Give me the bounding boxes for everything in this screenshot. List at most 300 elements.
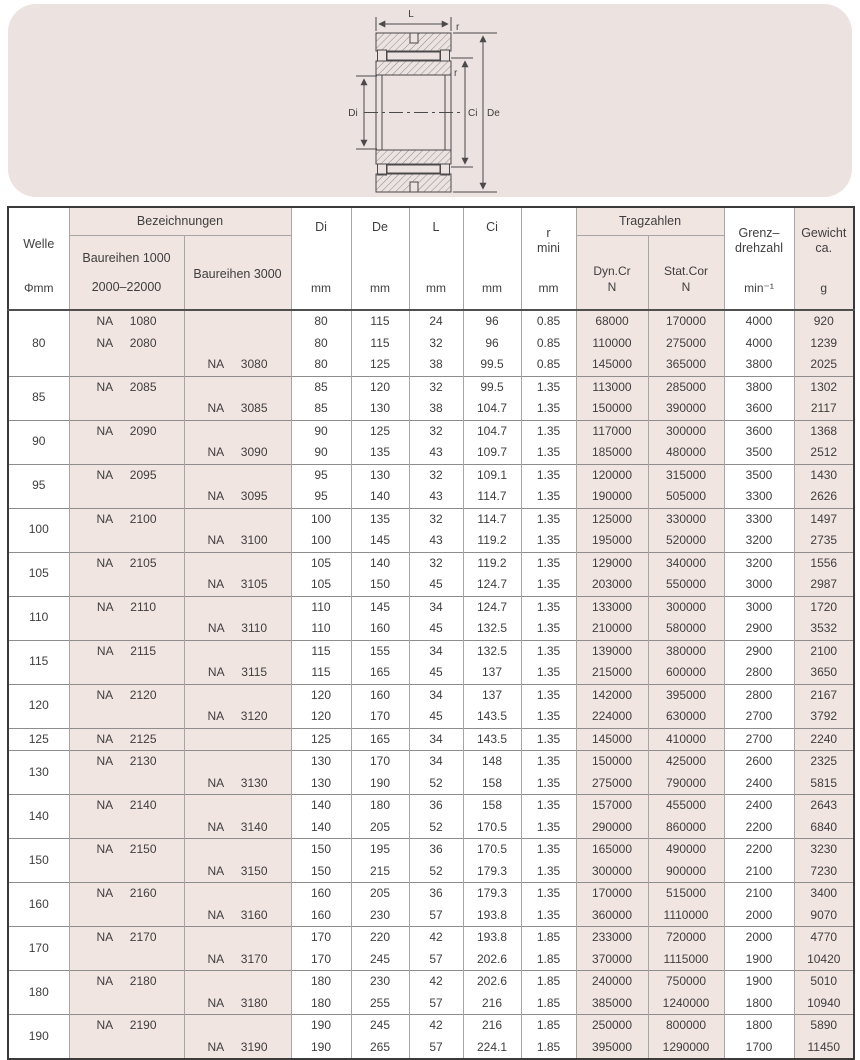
cell-di: 80 <box>291 333 351 355</box>
cell-ci: 132.5 <box>463 618 521 640</box>
cell-r-mini: 1.35 <box>521 376 576 398</box>
cell-baureihe-3000 <box>184 376 291 398</box>
cell-stat-cor: 330000 <box>648 508 724 530</box>
cell-de: 165 <box>351 662 409 684</box>
cell-r-mini: 1.85 <box>521 971 576 993</box>
cell-l: 34 <box>409 596 463 618</box>
cell-r-mini: 1.35 <box>521 795 576 817</box>
cell-gewicht: 1497 <box>794 508 854 530</box>
cell-l: 36 <box>409 883 463 905</box>
table-row <box>8 883 854 905</box>
cell-gewicht: 10420 <box>794 949 854 971</box>
cell-baureihe-1000 <box>69 442 184 464</box>
cell-l: 36 <box>409 839 463 861</box>
cell-stat-cor: 480000 <box>648 442 724 464</box>
cell-di: 140 <box>291 817 351 839</box>
cell-gewicht: 9070 <box>794 905 854 927</box>
cell-dyn-cr: 170000 <box>576 883 648 905</box>
table-row <box>8 861 854 883</box>
cell-dyn-cr: 133000 <box>576 596 648 618</box>
cell-ci: 109.1 <box>463 464 521 486</box>
cell-stat-cor: 1240000 <box>648 993 724 1015</box>
cell-r-mini: 1.35 <box>521 883 576 905</box>
cell-de: 115 <box>351 310 409 333</box>
cell-baureihe-1000: NA 2170 <box>69 927 184 949</box>
table-row <box>8 530 854 552</box>
cell-stat-cor: 900000 <box>648 861 724 883</box>
dim-label-l: L <box>408 9 414 20</box>
cell-stat-cor: 390000 <box>648 398 724 420</box>
cell-baureihe-3000: NA 3115 <box>184 662 291 684</box>
dim-label-r-mid: r <box>454 68 458 79</box>
cell-welle: 105 <box>8 552 69 596</box>
cell-baureihe-3000: NA 3190 <box>184 1037 291 1060</box>
cell-de: 125 <box>351 354 409 376</box>
cell-grenzdrehzahl: 2100 <box>724 861 794 883</box>
cell-baureihe-3000: NA 3110 <box>184 618 291 640</box>
cell-grenzdrehzahl: 3600 <box>724 420 794 442</box>
cell-de: 245 <box>351 949 409 971</box>
cell-de: 265 <box>351 1037 409 1060</box>
cell-baureihe-3000: NA 3130 <box>184 773 291 795</box>
cell-l: 52 <box>409 861 463 883</box>
cell-grenzdrehzahl: 4000 <box>724 310 794 333</box>
cell-de: 220 <box>351 927 409 949</box>
cell-ci: 224.1 <box>463 1037 521 1060</box>
cell-baureihe-3000 <box>184 596 291 618</box>
cell-baureihe-3000: NA 3140 <box>184 817 291 839</box>
cell-baureihe-1000: NA 2190 <box>69 1015 184 1037</box>
cell-ci: 143.5 <box>463 728 521 751</box>
dim-label-ci: Ci <box>468 108 478 119</box>
cell-baureihe-1000 <box>69 530 184 552</box>
cell-baureihe-1000: NA 2150 <box>69 839 184 861</box>
cell-gewicht: 3792 <box>794 706 854 728</box>
cell-baureihe-3000 <box>184 684 291 706</box>
cell-ci: 114.7 <box>463 486 521 508</box>
cell-baureihe-1000: NA 2120 <box>69 684 184 706</box>
cell-di: 160 <box>291 883 351 905</box>
cell-gewicht: 11450 <box>794 1037 854 1060</box>
cell-ci: 148 <box>463 751 521 773</box>
cell-di: 180 <box>291 971 351 993</box>
table-row <box>8 817 854 839</box>
cell-de: 160 <box>351 684 409 706</box>
header-di-unit: mm <box>311 280 331 295</box>
cell-gewicht: 2325 <box>794 751 854 773</box>
cell-stat-cor: 285000 <box>648 376 724 398</box>
header-baureihen-1000: Baureihen 1000 2000–22000 <box>69 235 184 310</box>
inner-ring-bottom <box>376 150 451 164</box>
cell-r-mini: 1.35 <box>521 596 576 618</box>
cell-welle: 90 <box>8 420 69 464</box>
header-grenzdrehzahl-label: Grenz– drehzahl <box>735 225 783 255</box>
cell-stat-cor: 515000 <box>648 883 724 905</box>
cell-baureihe-3000: NA 3085 <box>184 398 291 420</box>
cell-r-mini: 1.35 <box>521 508 576 530</box>
cell-baureihe-3000: NA 3120 <box>184 706 291 728</box>
table-row <box>8 442 854 464</box>
header-dyn-cr: Dyn.Cr N <box>576 235 648 310</box>
table-row <box>8 420 854 442</box>
cell-grenzdrehzahl: 2200 <box>724 817 794 839</box>
cell-l: 32 <box>409 420 463 442</box>
cell-de: 135 <box>351 442 409 464</box>
cell-r-mini: 1.35 <box>521 464 576 486</box>
cell-gewicht: 2240 <box>794 728 854 751</box>
cell-r-mini: 1.85 <box>521 1015 576 1037</box>
cell-di: 105 <box>291 574 351 596</box>
cell-grenzdrehzahl: 1900 <box>724 971 794 993</box>
cell-baureihe-1000 <box>69 618 184 640</box>
table-row <box>8 574 854 596</box>
cell-r-mini: 1.35 <box>521 861 576 883</box>
cell-di: 90 <box>291 442 351 464</box>
cell-ci: 193.8 <box>463 927 521 949</box>
cell-l: 57 <box>409 949 463 971</box>
cell-di: 95 <box>291 464 351 486</box>
header-l-label: L <box>432 219 440 234</box>
cell-stat-cor: 170000 <box>648 310 724 333</box>
cell-de: 140 <box>351 486 409 508</box>
bearing-dimension-table <box>7 206 855 1060</box>
cell-de: 160 <box>351 618 409 640</box>
cell-r-mini: 1.35 <box>521 398 576 420</box>
cell-baureihe-3000 <box>184 640 291 662</box>
cell-grenzdrehzahl: 3000 <box>724 596 794 618</box>
cell-de: 165 <box>351 728 409 751</box>
cell-de: 170 <box>351 706 409 728</box>
cell-baureihe-1000 <box>69 574 184 596</box>
cell-dyn-cr: 142000 <box>576 684 648 706</box>
table-row <box>8 728 854 751</box>
cell-ci: 124.7 <box>463 596 521 618</box>
cell-ci: 99.5 <box>463 376 521 398</box>
header-grenzdrehzahl-unit: min⁻¹ <box>744 280 774 295</box>
cell-di: 180 <box>291 993 351 1015</box>
cell-di: 85 <box>291 398 351 420</box>
cell-ci: 109.7 <box>463 442 521 464</box>
table-row <box>8 354 854 376</box>
cell-stat-cor: 300000 <box>648 420 724 442</box>
cell-l: 43 <box>409 486 463 508</box>
cell-gewicht: 2643 <box>794 795 854 817</box>
cell-dyn-cr: 190000 <box>576 486 648 508</box>
cell-welle: 170 <box>8 927 69 971</box>
cell-baureihe-3000 <box>184 333 291 355</box>
cell-l: 42 <box>409 1015 463 1037</box>
roller-row-bottom <box>387 165 440 173</box>
cell-baureihe-3000 <box>184 839 291 861</box>
cell-grenzdrehzahl: 3200 <box>724 530 794 552</box>
table-row <box>8 684 854 706</box>
cell-l: 52 <box>409 773 463 795</box>
cell-l: 38 <box>409 398 463 420</box>
cell-l: 34 <box>409 640 463 662</box>
header-welle-unit: Φmm <box>23 280 54 295</box>
cell-r-mini: 1.35 <box>521 574 576 596</box>
table-row <box>8 1037 854 1060</box>
cell-grenzdrehzahl: 3500 <box>724 442 794 464</box>
cell-dyn-cr: 215000 <box>576 662 648 684</box>
header-ci-unit: mm <box>482 280 502 295</box>
cell-welle: 140 <box>8 795 69 839</box>
cell-di: 190 <box>291 1015 351 1037</box>
cell-baureihe-1000 <box>69 861 184 883</box>
cell-grenzdrehzahl: 1900 <box>724 949 794 971</box>
cell-baureihe-1000: NA 2160 <box>69 883 184 905</box>
cell-de: 230 <box>351 971 409 993</box>
table-row <box>8 618 854 640</box>
cell-stat-cor: 300000 <box>648 596 724 618</box>
table-row <box>8 773 854 795</box>
cell-di: 115 <box>291 640 351 662</box>
cell-di: 115 <box>291 662 351 684</box>
header-grenzdrehzahl <box>724 207 794 310</box>
table-row <box>8 949 854 971</box>
cell-de: 155 <box>351 640 409 662</box>
cell-grenzdrehzahl: 1800 <box>724 993 794 1015</box>
cell-grenzdrehzahl: 2200 <box>724 839 794 861</box>
cell-baureihe-1000: NA 2105 <box>69 552 184 574</box>
seal-notch-bottom <box>410 182 418 192</box>
cell-l: 38 <box>409 354 463 376</box>
cell-de: 145 <box>351 530 409 552</box>
cell-ci: 119.2 <box>463 530 521 552</box>
cell-l: 45 <box>409 618 463 640</box>
cell-welle: 125 <box>8 728 69 751</box>
cell-dyn-cr: 68000 <box>576 310 648 333</box>
cell-dyn-cr: 275000 <box>576 773 648 795</box>
cell-baureihe-3000: NA 3095 <box>184 486 291 508</box>
cell-baureihe-3000 <box>184 508 291 530</box>
cell-grenzdrehzahl: 3600 <box>724 398 794 420</box>
cell-baureihe-1000 <box>69 949 184 971</box>
dim-label-di: Di <box>348 108 358 119</box>
cell-stat-cor: 580000 <box>648 618 724 640</box>
cell-dyn-cr: 120000 <box>576 464 648 486</box>
cell-dyn-cr: 370000 <box>576 949 648 971</box>
cell-baureihe-3000: NA 3100 <box>184 530 291 552</box>
cell-dyn-cr: 117000 <box>576 420 648 442</box>
cell-l: 32 <box>409 464 463 486</box>
table-row <box>8 333 854 355</box>
header-gewicht-label: Gewicht ca. <box>801 225 847 255</box>
cell-ci: 170.5 <box>463 839 521 861</box>
header-stat-cor: Stat.Cor N <box>648 235 724 310</box>
cell-baureihe-3000 <box>184 971 291 993</box>
cell-ci: 216 <box>463 1015 521 1037</box>
cell-welle: 100 <box>8 508 69 552</box>
cell-r-mini: 1.35 <box>521 442 576 464</box>
cell-l: 32 <box>409 333 463 355</box>
cell-baureihe-3000 <box>184 464 291 486</box>
cell-di: 85 <box>291 376 351 398</box>
cell-de: 195 <box>351 839 409 861</box>
table-row <box>8 751 854 773</box>
seal-notch-top <box>410 33 418 43</box>
cell-stat-cor: 380000 <box>648 640 724 662</box>
cell-gewicht: 7230 <box>794 861 854 883</box>
cell-dyn-cr: 125000 <box>576 508 648 530</box>
cell-grenzdrehzahl: 2700 <box>724 706 794 728</box>
cell-baureihe-1000: NA 2110 <box>69 596 184 618</box>
cell-baureihe-1000: NA 2180 <box>69 971 184 993</box>
cell-stat-cor: 425000 <box>648 751 724 773</box>
table-row <box>8 640 854 662</box>
cell-welle: 190 <box>8 1015 69 1060</box>
cell-ci: 137 <box>463 662 521 684</box>
cell-baureihe-1000: NA 2090 <box>69 420 184 442</box>
header-gewicht <box>794 207 854 310</box>
cell-di: 105 <box>291 552 351 574</box>
cell-welle: 80 <box>8 310 69 376</box>
cell-stat-cor: 520000 <box>648 530 724 552</box>
cell-baureihe-3000: NA 3160 <box>184 905 291 927</box>
cell-de: 115 <box>351 333 409 355</box>
cell-baureihe-1000 <box>69 706 184 728</box>
cell-ci: 179.3 <box>463 883 521 905</box>
cell-ci: 143.5 <box>463 706 521 728</box>
cell-stat-cor: 600000 <box>648 662 724 684</box>
cell-ci: 114.7 <box>463 508 521 530</box>
cell-dyn-cr: 300000 <box>576 861 648 883</box>
cell-di: 190 <box>291 1037 351 1060</box>
table-row <box>8 398 854 420</box>
table-row <box>8 596 854 618</box>
cell-baureihe-1000: NA 2095 <box>69 464 184 486</box>
cell-di: 110 <box>291 596 351 618</box>
cell-welle: 130 <box>8 751 69 795</box>
header-de-unit: mm <box>370 280 390 295</box>
cell-dyn-cr: 113000 <box>576 376 648 398</box>
cell-de: 190 <box>351 773 409 795</box>
cell-baureihe-3000: NA 3180 <box>184 993 291 1015</box>
cell-dyn-cr: 195000 <box>576 530 648 552</box>
cell-dyn-cr: 145000 <box>576 728 648 751</box>
cell-welle: 110 <box>8 596 69 640</box>
cell-ci: 104.7 <box>463 420 521 442</box>
table-row <box>8 905 854 927</box>
cell-di: 130 <box>291 773 351 795</box>
cell-de: 140 <box>351 552 409 574</box>
cell-di: 80 <box>291 354 351 376</box>
cell-gewicht: 1302 <box>794 376 854 398</box>
header-tragzahlen: Tragzahlen <box>576 207 724 235</box>
inner-ring-top <box>376 61 451 75</box>
cell-de: 215 <box>351 861 409 883</box>
roller-row-top <box>387 52 440 60</box>
cell-stat-cor: 630000 <box>648 706 724 728</box>
cell-grenzdrehzahl: 2800 <box>724 684 794 706</box>
cell-l: 32 <box>409 508 463 530</box>
cell-l: 34 <box>409 751 463 773</box>
cell-grenzdrehzahl: 2700 <box>724 728 794 751</box>
cell-baureihe-1000 <box>69 905 184 927</box>
cell-l: 42 <box>409 927 463 949</box>
cell-l: 57 <box>409 1037 463 1060</box>
header-l-unit: mm <box>426 280 446 295</box>
cell-baureihe-3000 <box>184 751 291 773</box>
cell-stat-cor: 275000 <box>648 333 724 355</box>
cell-r-mini: 1.35 <box>521 839 576 861</box>
cell-gewicht: 2100 <box>794 640 854 662</box>
cell-dyn-cr: 395000 <box>576 1037 648 1060</box>
cell-di: 100 <box>291 508 351 530</box>
table-row <box>8 927 854 949</box>
header-l <box>409 207 463 310</box>
cell-grenzdrehzahl: 3000 <box>724 574 794 596</box>
cell-r-mini: 1.85 <box>521 927 576 949</box>
cell-stat-cor: 1115000 <box>648 949 724 971</box>
cell-ci: 193.8 <box>463 905 521 927</box>
cell-baureihe-1000 <box>69 398 184 420</box>
cell-gewicht: 1556 <box>794 552 854 574</box>
cell-dyn-cr: 150000 <box>576 398 648 420</box>
cell-gewicht: 1239 <box>794 333 854 355</box>
cell-de: 125 <box>351 420 409 442</box>
table-row <box>8 376 854 398</box>
dim-label-r-top: r <box>456 22 460 33</box>
cell-r-mini: 1.35 <box>521 817 576 839</box>
cell-dyn-cr: 210000 <box>576 618 648 640</box>
cell-baureihe-1000 <box>69 486 184 508</box>
table-row <box>8 706 854 728</box>
cell-ci: 216 <box>463 993 521 1015</box>
cell-l: 34 <box>409 728 463 751</box>
cell-welle: 95 <box>8 464 69 508</box>
cell-di: 130 <box>291 751 351 773</box>
cell-stat-cor: 720000 <box>648 927 724 949</box>
cell-di: 80 <box>291 310 351 333</box>
cell-l: 43 <box>409 530 463 552</box>
cell-gewicht: 3650 <box>794 662 854 684</box>
table-row <box>8 1015 854 1037</box>
cell-dyn-cr: 129000 <box>576 552 648 574</box>
header-baureihen-3000: Baureihen 3000 <box>184 235 291 310</box>
cell-di: 140 <box>291 795 351 817</box>
table-row <box>8 795 854 817</box>
cell-stat-cor: 365000 <box>648 354 724 376</box>
cell-de: 170 <box>351 751 409 773</box>
cell-baureihe-3000 <box>184 420 291 442</box>
cell-dyn-cr: 360000 <box>576 905 648 927</box>
cell-r-mini: 1.35 <box>521 530 576 552</box>
cell-di: 150 <box>291 861 351 883</box>
cell-baureihe-3000 <box>184 927 291 949</box>
cell-stat-cor: 490000 <box>648 839 724 861</box>
table-header <box>8 207 854 310</box>
cell-gewicht: 1430 <box>794 464 854 486</box>
cell-de: 135 <box>351 508 409 530</box>
cell-stat-cor: 410000 <box>648 728 724 751</box>
cell-ci: 124.7 <box>463 574 521 596</box>
cell-stat-cor: 800000 <box>648 1015 724 1037</box>
cell-r-mini: 0.85 <box>521 333 576 355</box>
cell-stat-cor: 790000 <box>648 773 724 795</box>
cell-welle: 150 <box>8 839 69 883</box>
cell-baureihe-3000 <box>184 795 291 817</box>
cell-r-mini: 1.35 <box>521 684 576 706</box>
cell-grenzdrehzahl: 3800 <box>724 354 794 376</box>
cell-baureihe-1000: NA 2115 <box>69 640 184 662</box>
cell-baureihe-3000 <box>184 310 291 333</box>
cell-gewicht: 4770 <box>794 927 854 949</box>
cell-ci: 170.5 <box>463 817 521 839</box>
cell-r-mini: 1.85 <box>521 993 576 1015</box>
header-bezeichnungen: Bezeichnungen <box>69 207 291 235</box>
cell-ci: 99.5 <box>463 354 521 376</box>
